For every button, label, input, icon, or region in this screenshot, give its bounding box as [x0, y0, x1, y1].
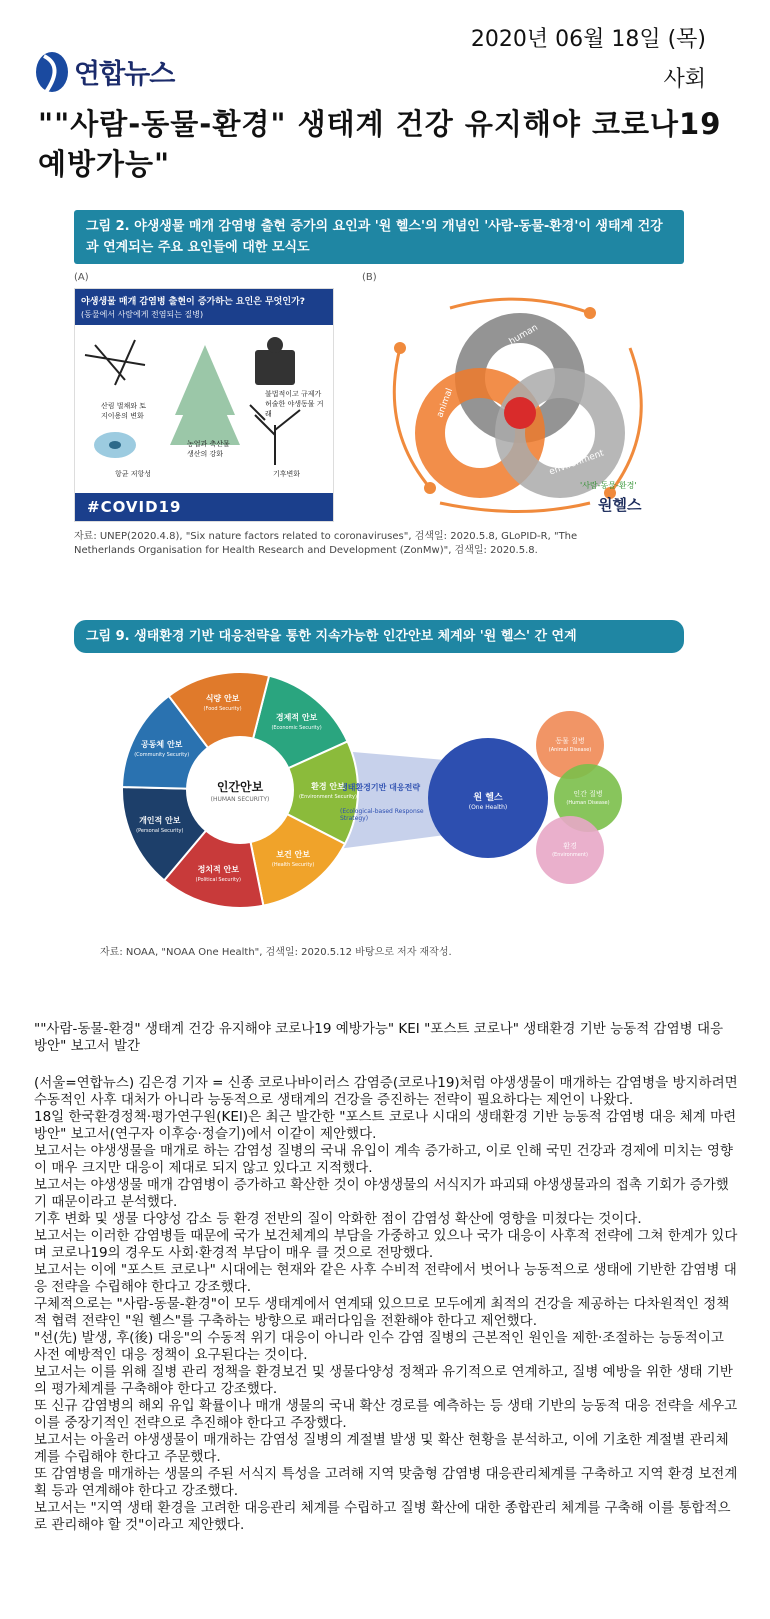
paragraph: 또 신규 감염병의 해외 유입 확률이나 매개 생물의 국내 확산 경로를 예측하는 등 생태 기반의 능동적 대응 전략을 세우고 이를 중장기적인 전략으로 추진해야 한다고 주장했다. [34, 1398, 738, 1431]
one-health-tag: '사람-동물-환경' [580, 481, 637, 490]
strategy-label: 생태환경기반 대응전략 [340, 783, 421, 792]
figure-1-title: 그림 2. 야생생물 매개 감염병 출현 증가의 요인과 '원 헬스'의 개념인 '사람-동물-환경'이 생태계 건강과 연계되는 주요 요인들에 대한 모식도 [74, 210, 684, 264]
section-label: 사회 [663, 67, 706, 92]
panel-a-heading: 야생생물 매개 감염병 출현이 증가하는 요인은 무엇인가? [75, 289, 333, 309]
one-health-subcircle-sublabel: (Environment) [552, 852, 588, 858]
paragraph: 보고서는 야생생물을 매개로 하는 감염성 질병의 국내 유입이 계속 증가하고, 이로 인해 국민 건강과 경제에 미치는 영향이 매우 크지만 대응이 제대로 되지 않고 있다고 지적했다. [34, 1143, 733, 1176]
wheel-segment-label: 식량 안보 (Food Security) [189, 694, 257, 714]
figure-2 [74, 620, 684, 653]
wheel-segment-label: 정치적 안보 (Political Security) [184, 865, 252, 885]
paragraph: 보고서는 이를 위해 질병 관리 정책을 환경보건 및 생물다양성 정책과 유기적으로 연계하고, 질병 예방을 위한 생태 기반의 평가체계를 구축해야 한다고 강조했다. [34, 1364, 733, 1397]
figure-2-title: 그림 9. 생태환경 기반 대응전략을 통한 지속가능한 인간안보 체계와 '원 헬스' 간 연계 [74, 620, 684, 653]
covid-hashtag: #COVID19 [87, 498, 182, 516]
ring-label-human: human [507, 322, 540, 348]
one-health-subcircle-label: 동물 질병 (Animal Disease) [540, 737, 600, 755]
paragraph: 기후 변화 및 생물 다양성 감소 등 환경 전반의 질이 악화한 점이 감염성 확산에 영향을 미쳤다는 것이다. [34, 1211, 642, 1227]
one-health-subcircle-label: 인간 질병 (Human Disease) [558, 790, 618, 808]
factor-deforestation: 산림 벌채와 토지이용의 변화 [101, 402, 147, 420]
wheel-segment-label: 경제적 안보 (Economic Security) [263, 713, 331, 733]
factor-climate-change: 기후변화 [273, 470, 301, 478]
wheel-segment-label: 환경 안보 (Environment Security) [294, 782, 362, 802]
paragraph: 구체적으로는 "사람-동물-환경"이 모두 생태계에서 연계돼 있으므로 모두에게 최적의 건강을 제공하는 다차원적인 정책적 협력 전략인 "원 헬스"를 구축하는 방향으로 패러다임을 전환해야 한다고 제언했다. [34, 1296, 730, 1329]
logo-text: 연합뉴스 [74, 59, 175, 90]
factor-agriculture: 농업과 축산물 생산의 강화 [187, 440, 230, 458]
figure-1 [74, 210, 684, 264]
paragraph: 보고서는 야생생물 매개 감염병이 증가하고 확산한 것이 야생생물의 서식지가 파괴돼 야생생물과의 접촉 기회가 증가했기 때문이라고 분석했다. [34, 1177, 729, 1210]
human-security-diagram [100, 660, 690, 930]
paragraph: 보고서는 아울러 야생생물이 매개하는 감염성 질병의 계절별 발생 및 확산 현황을 분석하고, 이에 기초한 계절별 관리체계를 수립해야 한다고 주문했다. [34, 1432, 729, 1465]
one-health-subcircle-sublabel: (Animal Disease) [548, 747, 592, 753]
wheel-segment-sublabel: (Community Security) [134, 751, 190, 758]
center-sublabel: (HUMAN SECURITY) [210, 796, 270, 803]
one-health-label: 원 헬스 [473, 793, 503, 803]
yonhap-logo [34, 48, 194, 94]
ring-label-animal: animal [435, 386, 456, 420]
wheel-segment-sublabel: (Environment Security) [298, 794, 357, 801]
publish-date: 2020년 06월 18일 (목) [470, 27, 706, 52]
panel-a [74, 288, 334, 522]
wheel-segment-sublabel: (Health Security) [271, 862, 315, 869]
one-health-subcircle-label: 환경 (Environment) [540, 842, 600, 860]
factor-wildlife-trade: 불법적이고 규제가 허술한 야생동물 거래 [265, 390, 324, 418]
panel-a-label: (A) [74, 272, 89, 283]
paragraph: 또 감염병을 매개하는 생물의 주된 서식지 특성을 고려해 지역 맞춤형 감염병 대응관리체계를 구축하고 지역 환경 보전계획 등과 연계해야 한다고 강조했다. [34, 1466, 738, 1499]
one-health-title: 원헬스 [598, 496, 642, 514]
article-headline: ""사람-동물-환경" 생태계 건강 유지해야 코로나19 예방가능" [38, 107, 722, 181]
center-label: 인간안보 [216, 780, 264, 794]
paragraph: 18일 한국환경정책·평가연구원(KEI)은 최근 발간한 "포스트 코로나 시대의 생태환경 기반 능동적 감염병 대응 체계 마련 방안" 보고서(연구자 이후승·정슬기)에서 이같이 제안했다. [34, 1109, 737, 1142]
strategy-sublabel: (Ecological-based Response Strategy) [340, 808, 424, 822]
wheel-segment-sublabel: (Political Security) [195, 877, 241, 884]
wheel-segment-sublabel: (Economic Security) [271, 724, 322, 731]
article-subtitle: ""사람-동물-환경" 생태계 건강 유지해야 코로나19 예방가능" KEI "포스트 코로나" 생태환경 기반 능동적 감염병 대응 방안" 보고서 발간 [34, 1021, 724, 1054]
one-health-sublabel: (One Health) [468, 804, 508, 811]
paragraph: 보고서는 이러한 감염병들 때문에 국가 보건체계의 부담을 가중하고 있으나 국가 대응이 사후적 전략에 그쳐 한계가 있다며 코로나19의 경우도 사회·환경적 부담이 매우 클 것으로 전망했다. [34, 1228, 738, 1261]
figure-1-source: 자료: UNEP(2020.4.8), "Six nature factors related to coronaviruses", 검색일: 2020.5.8, GLoPID-R, "The Netherlands Organisation for Health Research and Development (ZonMw)", 검색일: 2020.5.8. [74, 531, 578, 556]
paragraph: 보고서는 "지역 생태 환경을 고려한 대응관리 체계를 수립하고 질병 확산에 대한 종합관리 체계를 구축해 이를 통합적으로 관리해야 할 것"이라고 제안했다. [34, 1500, 731, 1533]
paragraph: 보고서는 이에 "포스트 코로나" 시대에는 현재와 같은 사후 수비적 전략에서 벗어나 능동적으로 생태에 기반한 감염병 대응 전략을 수립해야 한다고 강조했다. [34, 1262, 737, 1295]
panel-a-subheading: (동물에서 사람에게 전염되는 질병) [75, 309, 333, 325]
wheel-segment-label: 보건 안보 (Health Security) [259, 850, 327, 870]
wheel-segment-label: 개인적 안보 (Personal Security) [126, 816, 194, 836]
one-health-subcircle-sublabel: (Human Disease) [566, 800, 610, 806]
paragraph: (서울=연합뉴스) 김은경 기자 = 신종 코로나바이러스 감염증(코로나19)처럼 야생생물이 매개하는 감염병을 방지하려면 수동적인 사후 대처가 아니라 능동적으로 생태계의 건강을 증진하는 전략이 필요하다는 제언이 나왔다. [34, 1075, 738, 1108]
paragraph: "선(先) 발생, 후(後) 대응"의 수동적 위기 대응이 아니라 인수 감염 질병의 근본적인 원인을 제한·조절하는 능동적이고 사전 예방적인 대응 정책이 요구된다는 것이다. [34, 1330, 724, 1363]
ring-label-environment: environment [548, 448, 606, 478]
panel-b [360, 288, 680, 520]
wheel-segment-label: 공동체 안보 (Community Security) [128, 740, 196, 760]
panel-b-label: (B) [362, 272, 377, 283]
article-body [34, 1075, 739, 1534]
figure-2-source: 자료: NOAA, "NOAA One Health", 검색일: 2020.5.12 바탕으로 저자 재작성. [100, 947, 452, 958]
factor-antimicrobial: 항균 저항성 [115, 470, 152, 478]
wheel-segment-sublabel: (Food Security) [203, 705, 242, 712]
wheel-segment-sublabel: (Personal Security) [136, 828, 184, 835]
